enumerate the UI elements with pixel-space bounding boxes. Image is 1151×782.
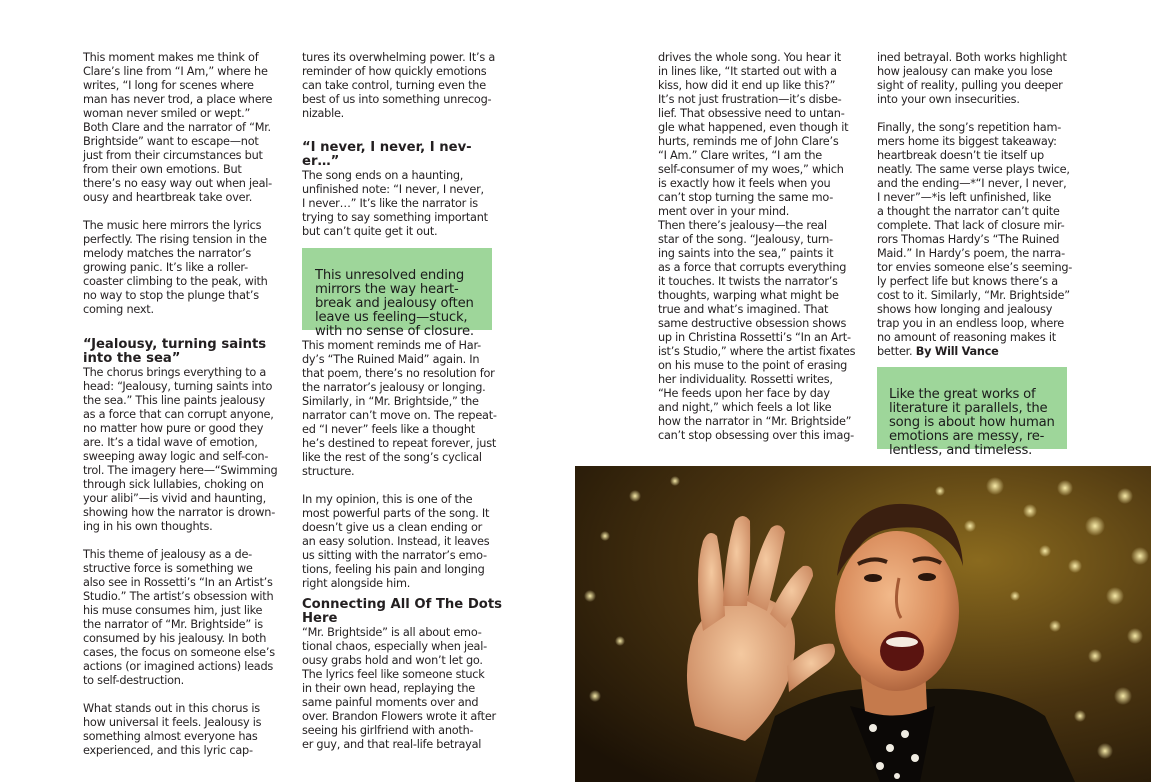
paragraph: The music here mirrors the lyrics perfectly. The rising tension in the melody matches the narrator’s growing panic. It’s like a roller- coaster climbing to the peak, with no way to stop the plunge that’s coming next. xyxy=(83,219,268,316)
paragraph: drives the whole song. You hear it in lines like, “It started out with a kiss, how did it end up like this?” It’s not just frustration—it’s disbe- lief. That obsessive need to untan- gle what happened, even though it hurts, reminds me of John Clare’s “I Am.” Clare writes, “I am the self-consumer of my woes,” which is exactly how it feels when you can’t stop turning the same mo- ment over in your mind. xyxy=(658,51,849,218)
singer-photo xyxy=(575,466,1151,782)
paragraph: The chorus brings everything to a head: “Jealousy, turning saints into the sea.” This line paints jealousy as a force that can corrupt anyone, no matter how pure or good they are. It’s a tidal wave of emotion, sweeping away logic and self-con- trol. The imagery here—“Swimming through sick lullabies, choking on your alibi”—is vivid and haunting, showing how the narrator is drown- ing in his own thoughts. xyxy=(83,366,278,533)
column-4 xyxy=(877,51,1077,458)
paragraph: ined betrayal. Both works highlight how jealousy can make you lose sight of reality, pulling you deeper into your own insecurities. xyxy=(877,51,1067,106)
paragraph xyxy=(877,121,1077,359)
pull-quote xyxy=(877,367,1067,458)
section-heading: Connecting All Of The Dots Here xyxy=(302,597,502,626)
paragraph-text: Finally, the song’s repetition ham- mers home its biggest takeaway: heartbreak doesn’t tie itself up neatly. The same verse plays twice, and the ending—*“I never, I never, I never”—*is left unfinished, like a thought the narrator can’t quite complete. That lack of closure mir- rors Thomas Hardy’s “The Ruined Maid.” In Hardy’s poem, the narra- tor envies someone else’s seeming- ly perfect life but knows there’s a cost to it. Similarly, “Mr. Brightside” shows how longing and jealousy trap you in an endless loop, where no amount of reasoning makes it better. xyxy=(877,121,1073,358)
paragraph: In my opinion, this is one of the most powerful parts of the song. It doesn’t give us a clean ending or an easy solution. Instead, it leaves us sitting with the narrator’s emo- tions, feeling his pain and longing right alongside him. xyxy=(302,493,490,590)
paragraph: This moment reminds me of Har- dy’s “The Ruined Maid” again. In that poem, there’s no resolution for the narrator’s jealousy or longing. Similarly, in “Mr. Brightside,” the narrator can’t move on. The repeat- ed “I never” feels like a thought he’s destined to repeat forever, just like the rest of the song’s cyclical structure. xyxy=(302,339,497,478)
paragraph: “Mr. Brightside” is all about emo- tional chaos, especially when jeal- ousy grabs hold and won’t let go. The lyrics feel like someone stuck in their own head, replaying the same painful moments over and over. Brandon Flowers wrote it after seeing his girlfriend with anoth- er guy, and that real-life betrayal xyxy=(302,626,496,751)
section-heading: “Jealousy, turning saints into the sea” xyxy=(83,337,267,366)
column-1 xyxy=(83,51,283,758)
byline: By Will Vance xyxy=(915,345,999,358)
column-3 xyxy=(658,51,858,443)
paragraph: Then there’s jealousy—the real star of the song. “Jealousy, turn- ing saints into the sea,” paints it as a force that corrupts everything it touches. It twists the narrator’s thoughts, warping what might be true and what’s imagined. That same destructive obsession shows up in Christina Rossetti’s “In an Art- ist’s Studio,” where the artist fixates on his muse to the point of erasing her individuality. Rossetti writes, “He feeds upon her face by day and night,” which feels a lot like how the narrator in “Mr. Brightside” can’t stop obsessing over this imag- xyxy=(658,219,856,442)
pull-quote xyxy=(302,248,492,339)
pull-quote-text: Like the great works of literature it parallels, the song is about how human emotions are messy, re- lentless, and timeless. xyxy=(889,387,1055,458)
pull-quote-text: This unresolved ending mirrors the way heart- break and jealousy often leave us feeling—stuck, with no sense of closure. xyxy=(315,268,474,339)
section-heading: “I never, I never, I nev- er…” xyxy=(302,140,472,169)
paragraph: This moment makes me think of Clare’s line from “I Am,” where he writes, “I long for scenes where man has never trod, a place where woman never smiled or wept.” Both Clare and the narrator of “Mr. Brightside” want to escape—not just from their circumstances but from their own emotions. But there’s no easy way out when jeal- ousy and heartbreak take over. xyxy=(83,51,273,204)
paragraph: The song ends on a haunting, unfinished note: “I never, I never, I never…” It’s like the narrator is trying to say something important but can’t quite get it out. xyxy=(302,169,488,238)
paragraph: tures its overwhelming power. It’s a reminder of how quickly emotions can take control, turning even the best of us into something unrecog- nizable. xyxy=(302,51,496,120)
paragraph: This theme of jealousy as a de- structive force is something we also see in Rossetti’s “In an Artist’s Studio.” The artist’s obsession with his muse consumes him, just like the narrator of “Mr. Brightside” is consumed by his jealousy. In both cases, the focus on someone else’s actions (or imagined actions) leads to self-destruction. xyxy=(83,548,275,687)
column-2 xyxy=(302,51,502,752)
paragraph: What stands out in this chorus is how universal it feels. Jealousy is something almost everyone has experienced, and this lyric cap- xyxy=(83,702,262,757)
